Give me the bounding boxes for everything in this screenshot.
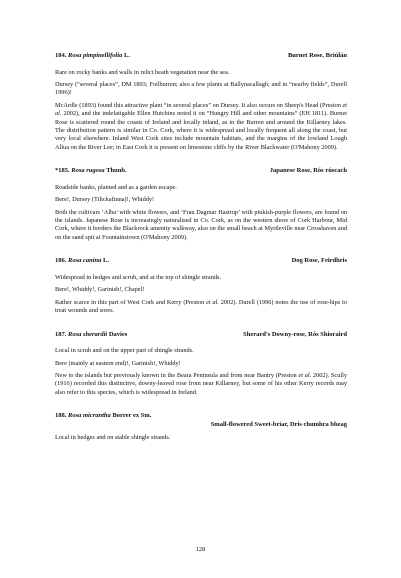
species-entry-187 <box>55 331 347 398</box>
notes-text: Rather scarce in this part of West Cork and Kerry (Preston et al. 2002). Durell (1996) notes the use of rose-hips to treat wounds and sores. <box>55 298 347 315</box>
habitat-text: Rare on rocky banks and walls in relict heath vegetation near the sea. <box>55 68 230 76</box>
locality-text: Dursey (“several places”, DM 1893; Foilburren; also a few plants at Ballynacallagh; and in “nearby fields”, Durell 1996)! <box>55 81 347 97</box>
author-abbrev: Thunb. <box>106 167 127 175</box>
author-abbrev: Borrer ex Sm. <box>112 412 152 420</box>
author-abbrev: L. <box>123 52 130 59</box>
scientific-name: Rosa sherardii <box>68 330 108 338</box>
locality-text: Bere!, Dursey (Tilickafinna)!, Whiddy! <box>55 196 155 204</box>
species-entry-185 <box>55 167 347 242</box>
common-name: Small-flowered Sweet-briar, Dris chumhra bheag <box>210 420 347 428</box>
scientific-name: Rosa pimpinellifolia <box>68 52 123 59</box>
notes-text: New to the islands but previously known in the Beara Peninsula and from near Bantry (Preston et al. 2002). Scully (1916) recorded this distinctive, downy-leaved rose from near Killarney, but some of his other Kerry records may also refer to this species, which is widespread in Ireland. <box>55 371 347 396</box>
entry-heading <box>55 412 347 429</box>
common-name: Burnet Rose, Briúlán <box>287 52 347 59</box>
habitat-text: Local in hedges and on stable shingle strands. <box>55 434 171 442</box>
locality-text: Bere (mainly at eastern end)!, Garinish!, Whiddy! <box>55 359 181 367</box>
scientific-name: Rosa canina <box>68 257 102 265</box>
entry-number: 187. <box>55 330 67 338</box>
habitat-text: Local in scrub and on the upper part of shingle strands. <box>55 347 194 355</box>
notes-text: McArdle (1893) found this attractive plant “in several places” on Dursey. It also occurs on Sheep's Head (Preston et al. 2002), and the indefatigable Ellen Hutchins noted it on “Hungry Hill and other mountains” (EH 1811). Burnet Rose is scattered round the coasts of Ireland and locally inland, as in the Burren and around the Killarney lakes. The distribution pattern is similar in Co. Cork, where it is widespread and locally frequent all along the coast, but very local elsewhere. Inland West Cork sites include mountain habitats, and the margins of the lowland Lough Allua on the River Lee; in East Cork it is present on limestone cliffs by the River Blackwater (O'Mahony 2009). <box>55 101 347 151</box>
entry-heading <box>55 257 347 266</box>
entry-number: 184. <box>55 52 67 59</box>
common-name: Sherard's Downy-rose, Rós Shioraird <box>243 330 347 338</box>
page-body <box>55 52 347 447</box>
author-abbrev: L. <box>103 257 110 265</box>
common-name: Japanese Rose, Rós rúscach <box>269 167 347 175</box>
entry-number: 186. <box>55 257 67 265</box>
species-entry-186 <box>55 257 347 315</box>
species-entry-188 <box>55 412 347 443</box>
page-number: 128 <box>195 546 206 553</box>
habitat-text: Widespread in hedges and scrub, and at the top of shingle strands. <box>55 273 222 281</box>
entry-number: *185. <box>55 167 70 175</box>
scientific-name: Rosa micrantha <box>68 412 111 420</box>
entry-heading <box>55 167 347 176</box>
species-entry-184 <box>55 52 347 152</box>
notes-text: Both the cultivars ‘Alba’ with white flowers, and ‘Frau Dagmar Hastrup’ with pinkish-purple flowers, are found on the islands. Japanese Rose is increasingly naturalised in Co. Cork, as on the western shore of Cork Harbour, Mid Cork, where it borders the Blackrock amenity walkway, also on the small beach at Myrtleville near Crosshaven and on the sand spit at Fountainstown (O'Mahony 2009). <box>55 208 347 241</box>
entry-heading <box>55 52 347 61</box>
author-abbrev: Davies <box>108 330 128 338</box>
entry-heading <box>55 331 347 340</box>
scientific-name: Rosa rugosa <box>71 167 105 175</box>
common-name: Dog Rose, Feirdhris <box>291 257 347 265</box>
entry-number: 188. <box>55 412 67 420</box>
locality-text: Bere!, Whiddy!, Garinish!, Chapel! <box>55 286 145 294</box>
habitat-text: Roadside banks, planted and as a garden escape. <box>55 183 177 191</box>
